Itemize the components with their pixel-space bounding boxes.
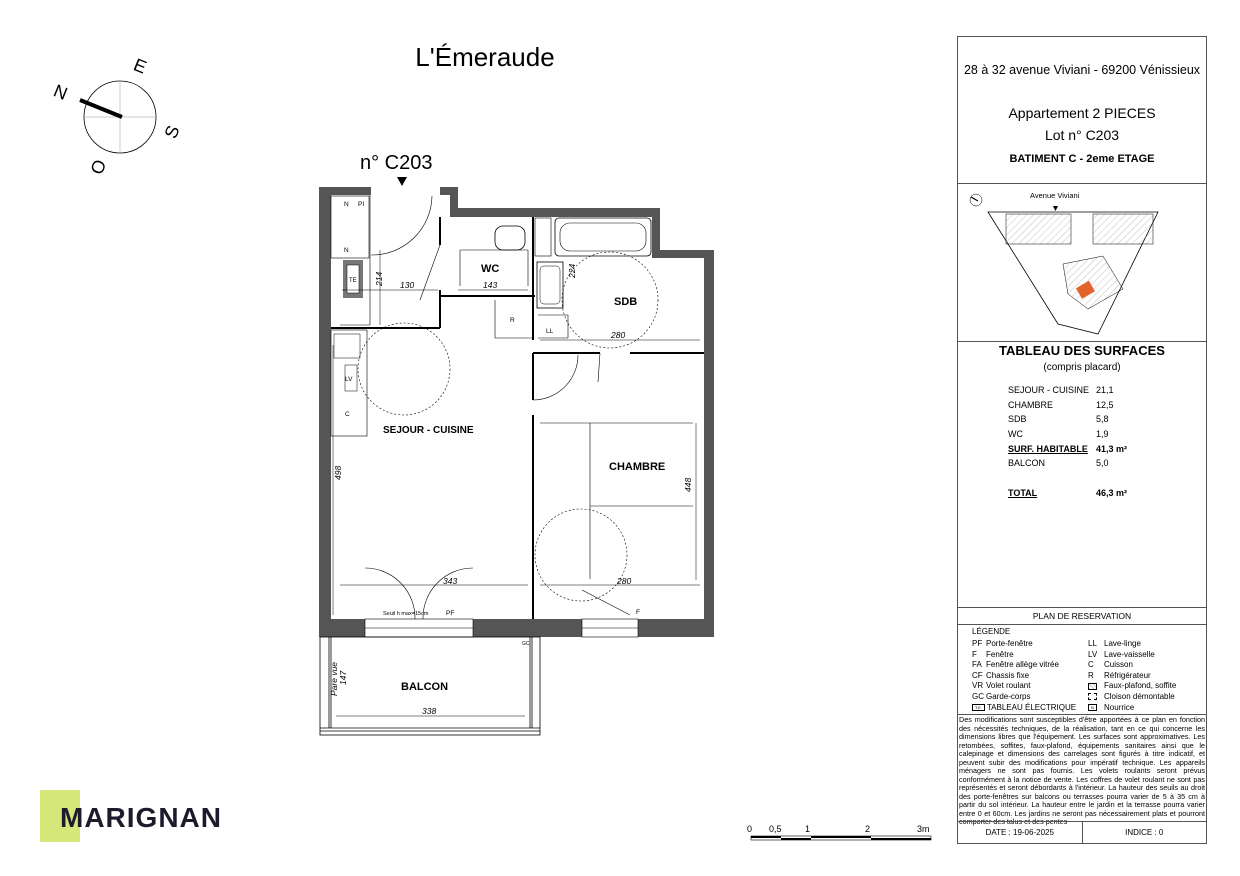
dim-343: 343: [443, 576, 458, 586]
room-label-chambre: CHAMBRE: [609, 461, 666, 473]
scale-tick-3: 3m: [917, 824, 930, 834]
marignan-logo: [40, 790, 220, 845]
surfaces-subtitle: (compris placard): [1043, 362, 1121, 373]
equip-n-1: N: [344, 201, 349, 208]
scale-tick-0: 0: [747, 824, 753, 834]
panel-footer: [958, 821, 1206, 844]
scale-tick-1: 1: [805, 824, 811, 834]
pare-vue-label: Pare vue: [329, 661, 339, 696]
room-label-wc: WC: [481, 263, 500, 275]
dim-338: 338: [422, 706, 437, 716]
address: 28 à 32 avenue Viviani - 69200 Vénissieux: [963, 63, 1201, 77]
compass-s: S: [160, 122, 184, 142]
equip-f: F: [636, 609, 640, 616]
surface-total: TOTAL 46,3 m²: [1008, 488, 1128, 498]
room-label-balcon: BALCON: [401, 681, 449, 693]
plan-date: DATE : 19-06-2025: [958, 822, 1083, 844]
equip-pf: PF: [446, 610, 455, 617]
dim-143: 143: [483, 280, 498, 290]
dim-280-top: 280: [611, 330, 626, 340]
room-label-sdb: SDB: [614, 296, 638, 308]
project-title: L'Émeraude: [415, 42, 555, 72]
scale-tick-05: 0,5: [769, 824, 782, 834]
compass-o: O: [86, 156, 111, 178]
equip-te: TE: [349, 278, 357, 284]
entry-arrow: [397, 177, 407, 186]
legend-title: LÉGENDE: [972, 627, 1011, 636]
north-needle: [80, 100, 122, 117]
legend-row: F Fenêtre LV Lave-vaisselle: [972, 649, 1155, 659]
apartment-type: Appartement 2 PIECES: [1008, 105, 1156, 121]
legend-row-last: T.E. TABLEAU ÉLECTRIQUE N Nourrice: [972, 703, 1202, 714]
equip-gc: GC: [522, 641, 530, 647]
lot-marker: n° C203: [360, 152, 433, 174]
surfaces-title: TABLEAU DES SURFACES: [999, 343, 1165, 358]
dim-448: 448: [683, 477, 693, 492]
legend: [972, 639, 1202, 713]
compass-n: N: [50, 80, 71, 104]
equip-lv: LV: [345, 376, 353, 383]
plan-indice: INDICE : 0: [1125, 828, 1164, 837]
surface-row: SEJOUR - CUISINE 21,1: [1008, 385, 1114, 395]
legend-row: FA Fenêtre allège vitrée C Cuisson: [972, 660, 1133, 670]
dim-498: 498: [333, 465, 343, 480]
surface-row: BALCON 5,0: [1008, 458, 1109, 469]
dim-224: 224: [567, 263, 577, 278]
dim-280-bottom: 280: [617, 576, 632, 586]
site-map: [958, 183, 1206, 342]
logo-text: MARIGNAN: [60, 802, 222, 833]
surfaces-table: [1008, 385, 1178, 473]
dim-147: 147: [338, 670, 348, 685]
scale-bar: [745, 822, 945, 846]
info-panel: [957, 36, 1207, 844]
dim-130: 130: [400, 280, 415, 290]
compass-rose: [50, 50, 210, 190]
floor-plan: [310, 170, 730, 740]
lot-number: Lot n° C203: [1044, 127, 1120, 143]
te-tag: T.E.: [972, 704, 985, 711]
equip-n-2: N: [344, 247, 349, 254]
scale-tick-2: 2: [865, 824, 871, 834]
equip-pi: PI: [358, 201, 365, 208]
surface-row: CHAMBRE 12,5: [1008, 399, 1114, 410]
equip-ll: LL: [546, 328, 554, 335]
legend-row: VR Volet roulant Faux-plafond, soffite: [972, 681, 1177, 691]
surface-row: WC 1,9: [1008, 429, 1109, 440]
disclaimer: Des modifications sont susceptibles d'être apportées à ce plan en fonction des nécessités techniques, de la réalisation, tant en ce qui concerne les dimensions libres que l'équipement. Les surfaces sont approximatives. Les retombées, soffites, faux-plafond, équipements sanitaires ainsi que le calepinage et dimensions des carrelages sont figurés à titre indicatif, et peuvent subir des modifications pour impératif technique. Les appareils ménagers ne sont pas fournis. Les volets roulants seront prévus conformément à la notice de vente. Les coffres de volet roulant ne sont pas représentés et seront débordants à l'intérieur. La hauteur des seuils au droit des porte-fenêtres sur balcons ou terrasses pourra varier de 5 à 35 cm à partir du sol intérieur. La hauteur entre le jardin et la terrasse pourra varier entre 0 et 60cm. Les jardins ne seront pas nécessairement plats et pourront comporter des talus et des pentes: [959, 715, 1205, 826]
dim-214: 214: [374, 271, 384, 286]
equip-seuil: Seuil h max=15cm: [383, 611, 429, 617]
site-street-label: Avenue Viviani: [1030, 191, 1080, 200]
interior-walls: [331, 217, 704, 619]
legend-row: PF Porte-fenêtre LL Lave-linge: [972, 639, 1141, 648]
surface-row: SDB 5,8: [1008, 414, 1109, 425]
surface-row-habitable: SURF. HABITABLE 41,3 m²: [1008, 443, 1128, 454]
legend-row: GC Garde-corps Cloison démontable: [972, 691, 1175, 701]
equip-r: R: [510, 317, 515, 324]
building-floor: BATIMENT C - 2eme ETAGE: [1009, 153, 1155, 165]
n-tag: N: [1088, 704, 1097, 711]
compass-e: E: [130, 54, 150, 78]
reservation-label: PLAN DE RESERVATION: [958, 607, 1206, 625]
legend-row: CF Chassis fixe R Réfrigérateur: [972, 670, 1151, 680]
equip-c: C: [345, 411, 350, 418]
room-label-sejour: SEJOUR - CUISINE: [383, 425, 474, 436]
